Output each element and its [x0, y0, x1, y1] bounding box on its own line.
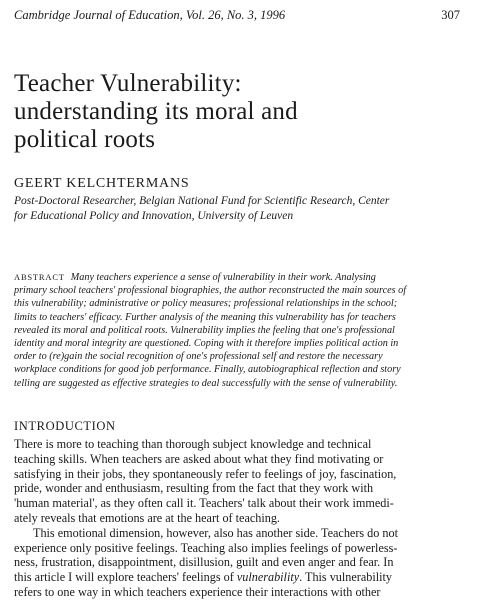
affiliation-line: for Educational Policy and Innovation, University of Leuven — [14, 210, 294, 222]
body-line: 'human material', as they often call it. Teachers' talk about their work immedi- — [14, 496, 394, 511]
abstract — [14, 271, 466, 390]
section-heading: INTRODUCTION — [14, 419, 116, 433]
body-line: There is more to teaching than thorough subject knowledge and technical — [14, 437, 372, 451]
body-line: pride, wonder and enthusiasm, resulting from the fact that they work with — [14, 481, 374, 496]
body-line: satisfying in their jobs, they spontaneously refer to feelings of joy, fascination, — [14, 466, 397, 481]
body-line: ately reveals that emotions are at the heart of teaching. — [14, 510, 280, 525]
abstract-line: workplace conditions for good job performance. Finally, autobiographical reflection and story — [14, 364, 401, 376]
body-line — [14, 570, 468, 585]
abstract-line — [14, 271, 466, 284]
body-line: This emotional dimension, however, also has another side. Teachers do not — [33, 525, 398, 540]
body-text-run: . This vulnerability — [299, 570, 392, 585]
body-text-run: this article I will explore teachers' feelings of — [14, 570, 237, 585]
abstract-line: telling are suggested as effective strategies to deal successfully with the sense of vulnerability. — [14, 377, 398, 389]
emphasized-term: vulnerability — [236, 570, 300, 585]
abstract-line: limits to teachers' efficacy. Further analysis of the meaning this vulnerability has for teachers — [14, 311, 396, 323]
abstract-text: Many teachers experience a sense of vulnerability in their work. Analysing — [70, 272, 376, 283]
abstract-line: revealed its moral and political roots. Vulnerability implies the feeling that one's professional — [14, 324, 395, 336]
journal-citation: Cambridge Journal of Education, Vol. 26, No. 3, 1996 — [14, 8, 286, 22]
abstract-line: identity and moral integrity are questioned. Coping with it therefore implies political action in — [14, 338, 399, 350]
body-line: teaching skills. When teachers are asked about what they find motivating or — [14, 451, 384, 466]
running-head — [14, 8, 460, 24]
author-affiliation — [14, 194, 464, 224]
abstract-line: this vulnerability; administrative or policy measures; professional relationships in the school; — [14, 298, 398, 310]
title-line: Teacher Vulnerability: — [14, 70, 242, 97]
page-number: 307 — [441, 8, 460, 22]
abstract-label: ABSTRACT — [14, 272, 65, 282]
author-name: GEERT KELCHTERMANS — [14, 176, 190, 191]
introduction-body — [14, 437, 468, 600]
body-line: refers to one way in which teachers experience their interactions with other — [14, 584, 381, 599]
title-line: understanding its moral and — [14, 98, 298, 125]
abstract-line: primary school teachers' professional biographies, the author reconstructed the main sources of — [14, 285, 407, 297]
abstract-line: order to (re)gain the social recognition of one's professional self and restore the necessary — [14, 351, 383, 363]
title-line: political roots — [14, 126, 156, 153]
body-line: ness, frustration, disappointment, disillusion, guilt and even anger and fear. In — [14, 555, 394, 570]
affiliation-line: Post-Doctoral Researcher, Belgian National Fund for Scientific Research, Center — [14, 195, 390, 207]
article-title — [14, 70, 454, 154]
body-line: experience only positive feelings. Teaching also implies feelings of powerless- — [14, 540, 398, 555]
